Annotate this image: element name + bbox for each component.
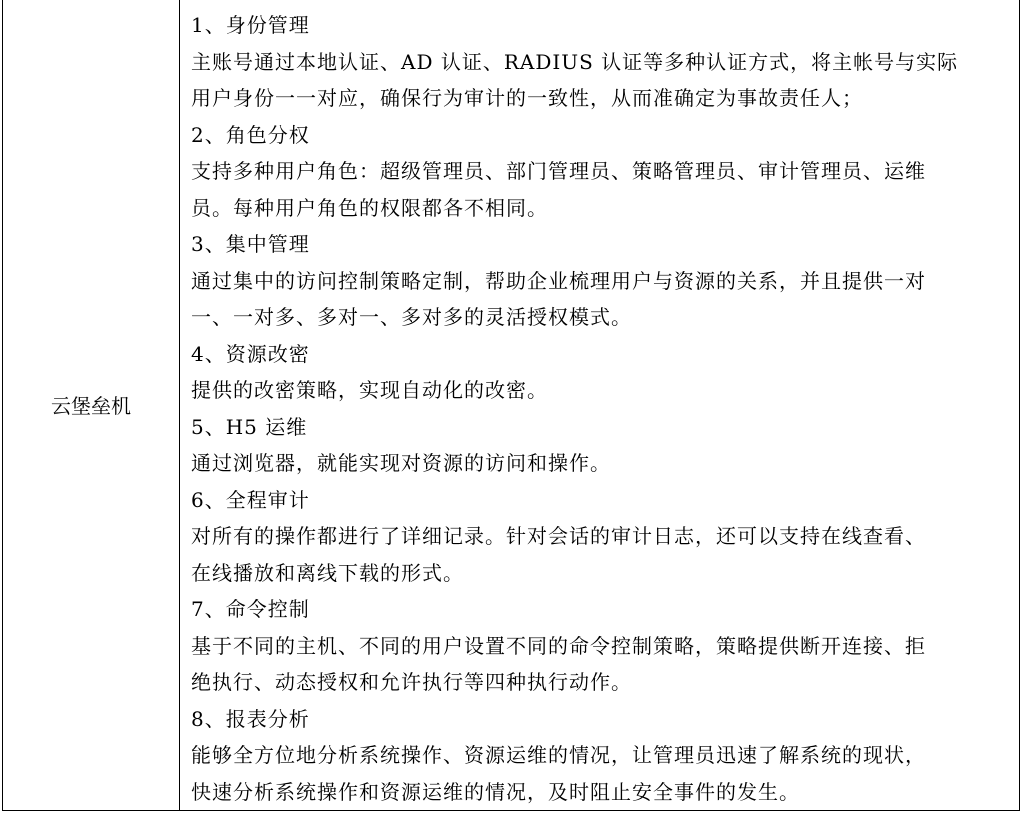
feature-item <box>191 701 1009 811</box>
feature-description-line: 用户身份一一对应，确保行为审计的一致性，从而准确定为事故责任人； <box>191 86 863 110</box>
feature-description-line: 基于不同的主机、不同的用户设置不同的命令控制策略，策略提供断开连接、拒 <box>191 633 926 658</box>
feature-heading: 8、报表分析 <box>191 706 310 731</box>
feature-description <box>191 44 1009 117</box>
feature-description <box>191 737 1009 810</box>
feature-description-line: 对所有的操作都进行了详细记录。针对会话的审计日志，还可以支持在线查看、 <box>191 524 926 548</box>
feature-description <box>191 445 1009 482</box>
feature-description-line: 能够全方位地分析系统操作、资源运维的情况，让管理员迅速了解系统的现状， <box>191 743 926 767</box>
feature-description-line: 主账号通过本地认证、AD 认证、RADIUS 认证等多种认证方式，将主帐号与实际 <box>191 49 959 74</box>
feature-item <box>191 409 1009 482</box>
table-row <box>3 0 1020 811</box>
feature-table <box>2 0 1020 811</box>
feature-content-cell <box>180 0 1020 811</box>
feature-heading: 6、全程审计 <box>191 487 310 512</box>
feature-heading: 2、角色分权 <box>191 122 310 147</box>
feature-description <box>191 153 1009 226</box>
feature-description-line: 支持多种用户角色：超级管理员、部门管理员、策略管理员、审计管理员、运维 <box>191 159 926 183</box>
feature-description-line: 通过浏览器，就能实现对资源的访问和操作。 <box>191 451 611 475</box>
feature-heading: 3、集中管理 <box>191 232 310 256</box>
feature-list <box>191 7 1009 810</box>
feature-item <box>191 336 1009 409</box>
feature-item <box>191 591 1009 701</box>
feature-description-line: 绝执行、动态授权和允许执行等四种执行动作。 <box>191 670 632 694</box>
row-label: 云堡垒机 <box>51 394 131 418</box>
feature-description <box>191 628 1009 701</box>
feature-description-line: 快速分析系统操作和资源运维的情况，及时阻止安全事件的发生。 <box>191 779 800 804</box>
feature-item <box>191 226 1009 336</box>
feature-heading: 7、命令控制 <box>191 597 310 621</box>
feature-item <box>191 117 1009 227</box>
feature-heading: 5、H5 运维 <box>191 414 308 439</box>
feature-heading: 1、身份管理 <box>191 13 310 37</box>
feature-item <box>191 482 1009 592</box>
feature-description <box>191 263 1009 336</box>
feature-description <box>191 372 1009 409</box>
feature-heading: 4、资源改密 <box>191 341 310 366</box>
feature-item <box>191 7 1009 117</box>
feature-description-line: 一、一对多、多对一、多对多的灵活授权模式。 <box>191 305 632 329</box>
feature-description-line: 提供的改密策略，实现自动化的改密。 <box>191 378 548 402</box>
row-label-cell <box>3 0 180 811</box>
feature-description-line: 在线播放和离线下载的形式。 <box>191 560 464 585</box>
feature-description-line: 员。每种用户角色的权限都各不相同。 <box>191 195 548 220</box>
feature-description-line: 通过集中的访问控制策略定制，帮助企业梳理用户与资源的关系，并且提供一对 <box>191 268 926 293</box>
feature-description <box>191 518 1009 591</box>
